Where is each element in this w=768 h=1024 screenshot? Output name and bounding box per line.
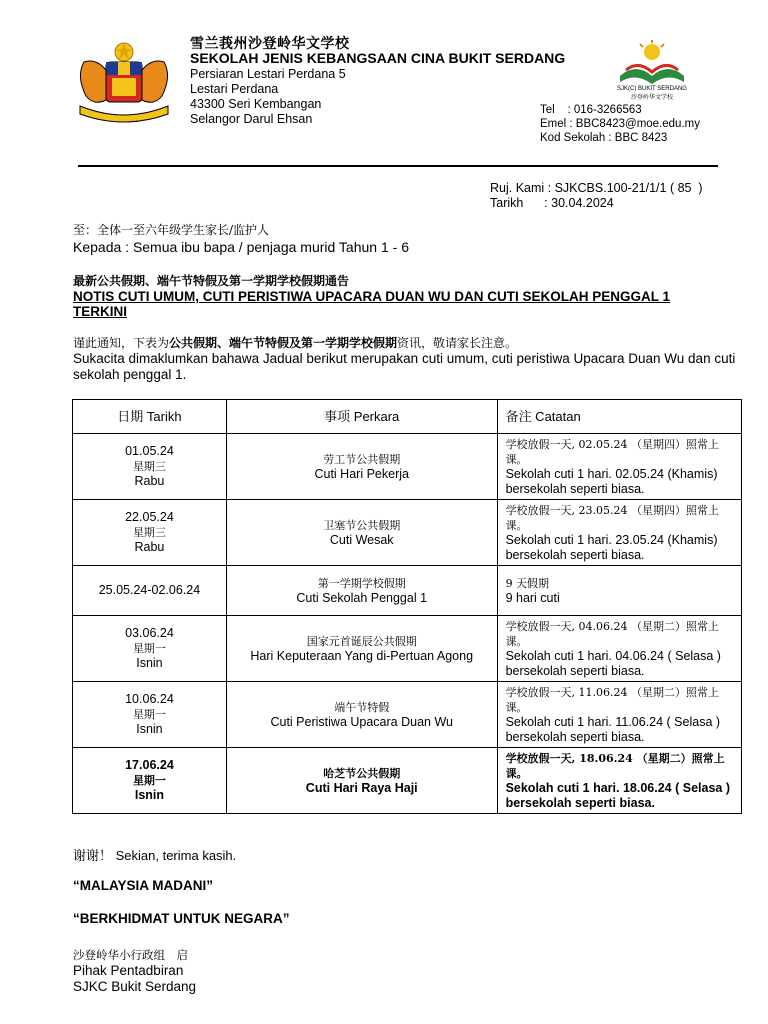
school-code: Kod Sekolah : BBC 8423: [540, 132, 668, 144]
note-cn: 学校放假一天, 23.05.24 （星期四）照常上课。: [505, 503, 720, 532]
letter-date: Tarikh : 30.04.2024: [490, 196, 614, 210]
event-cell: [226, 500, 497, 566]
header-date: 日期 Tarikh: [73, 400, 227, 434]
table-header-row: [73, 400, 742, 434]
school-logo: [612, 40, 692, 102]
reference-block: [490, 181, 703, 211]
day-cn: 星期一: [132, 642, 166, 655]
event: Cuti Wesak: [329, 532, 394, 547]
date: 03.06.24: [125, 626, 174, 640]
signature-line-2: SJKC Bukit Serdang: [73, 979, 197, 994]
header-event: 事项 Perkara: [226, 400, 497, 434]
notes-cell: [497, 500, 741, 566]
event-cell: [226, 434, 497, 500]
event-cell: [226, 566, 497, 616]
logo-text-chinese: 沙登岭华文学校: [630, 94, 674, 101]
intro-cn-pre: 谨此通知，下表为: [73, 336, 170, 350]
school-name: SEKOLAH JENIS KEBANGSAAN CINA BUKIT SERDANG: [190, 50, 566, 66]
event-cell: [226, 748, 497, 814]
notes-cell: [497, 682, 741, 748]
table-row: [73, 682, 742, 748]
note: Sekolah cuti 1 hari. 11.06.24 ( Selasa ) bersekolah seperti biasa.: [505, 714, 721, 744]
note-cn: 学校放假一天, 11.06.24 （星期二）照常上课。: [505, 685, 720, 714]
logo-text: SJK(C) BUKIT SERDANG: [617, 86, 687, 92]
date-cell: [73, 434, 227, 500]
date: 22.05.24: [125, 510, 174, 524]
note-cn: 学校放假一天, 02.05.24 （星期四）照常上课。: [505, 437, 720, 466]
event: Cuti Sekolah Penggal 1: [296, 590, 428, 605]
event: Cuti Hari Raya Haji: [305, 780, 418, 795]
reference-number: Ruj. Kami : SJKCBS.100-21/1/1 ( 85 ): [490, 181, 703, 195]
event-cn: 第一学期学校假期: [317, 576, 406, 590]
intro-cn-bold: 公共假期、端午节特假及第一学期学校假期: [169, 336, 398, 350]
event-cn: 端午节特假: [334, 700, 390, 714]
slogan-malaysia-madani: “MALAYSIA MADANI”: [73, 878, 214, 893]
recipient-chinese: 至：全体一至六年级学生家长/监护人: [73, 223, 270, 237]
table-row: [73, 566, 742, 616]
header-notes: 备注 Catatan: [497, 400, 741, 434]
date: 25.05.24-02.06.24: [98, 583, 201, 597]
note: Sekolah cuti 1 hari. 02.05.24 (Khamis) bersekolah seperti biasa.: [505, 466, 718, 496]
day-cn: 星期三: [132, 460, 166, 473]
recipient: Kepada : Semua ibu bapa / penjaga murid Tahun 1 - 6: [73, 239, 409, 255]
email: Emel : BBC8423@moe.edu.my: [540, 118, 700, 130]
date-cell: [73, 616, 227, 682]
day: Rabu: [134, 474, 165, 488]
date-cell: [73, 500, 227, 566]
closing-thanks: 谢谢！ Sekian, terima kasih.: [73, 848, 237, 863]
notes-cell: [497, 748, 741, 814]
notes-cell: [497, 616, 741, 682]
note: Sekolah cuti 1 hari. 18.06.24 ( Selasa ) bersekolah seperti biasa.: [505, 780, 730, 810]
event-cn: 卫塞节公共假期: [323, 518, 401, 532]
date: 01.05.24: [125, 444, 174, 458]
intro-chinese: [73, 334, 517, 351]
event: Hari Keputeraan Yang di-Pertuan Agong: [250, 648, 474, 663]
signature-line-1: Pihak Pentadbiran: [73, 963, 184, 978]
day: Isnin: [136, 656, 163, 670]
header-divider: [78, 165, 718, 167]
signature-chinese: 沙登岭华小行政组 启: [73, 948, 188, 962]
event-cn: 劳工节公共假期: [323, 452, 401, 466]
date: 17.06.24: [125, 758, 174, 772]
table-row: [73, 500, 742, 566]
table-row: [73, 616, 742, 682]
event-cn: 哈芝节公共假期: [323, 766, 401, 780]
event: Cuti Hari Pekerja: [314, 466, 409, 481]
day: Isnin: [134, 788, 165, 802]
address-line-4: Selangor Darul Ehsan: [190, 112, 313, 126]
day: Rabu: [134, 540, 165, 554]
table-row: [73, 434, 742, 500]
day-cn: 星期一: [132, 708, 166, 721]
day-cn: 星期一: [132, 774, 166, 787]
school-name-chinese: 雪兰莪州沙登岭华文学校: [190, 36, 350, 52]
date: 10.06.24: [125, 692, 174, 706]
notice-title-chinese: 最新公共假期、端午节特假及第一学期学校假期通告: [73, 274, 350, 288]
school-address: [190, 67, 346, 127]
table-row: [73, 748, 742, 814]
note-cn: 学校放假一天, 18.06.24 （星期二）照常上课。: [505, 751, 725, 780]
contact-info: [540, 103, 700, 145]
address-line-1: Persiaran Lestari Perdana 5: [190, 67, 346, 81]
day: Isnin: [136, 722, 163, 736]
intro-cn-post: 资讯，敬请家长注意。: [397, 336, 518, 350]
event-cn: 国家元首诞辰公共假期: [306, 634, 417, 648]
note-cn: 学校放假一天, 04.06.24 （星期二）照常上课。: [505, 619, 720, 648]
address-line-3: 43300 Seri Kembangan: [190, 97, 322, 111]
holiday-schedule-table: [72, 399, 742, 814]
tel: Tel : 016-3266563: [540, 104, 642, 116]
note: Sekolah cuti 1 hari. 04.06.24 ( Selasa ) bersekolah seperti biasa.: [505, 648, 721, 678]
notes-cell: [497, 434, 741, 500]
note-cn: 9 天假期: [505, 576, 550, 590]
day-cn: 星期三: [132, 526, 166, 539]
notes-cell: [497, 566, 741, 616]
date-cell: [73, 566, 227, 616]
event-cell: [226, 616, 497, 682]
state-crest-logo: [70, 40, 178, 125]
intro-text: Sukacita dimaklumkan bahawa Jadual berikut merupakan cuti umum, cuti peristiwa Upacara Duan Wu dan cuti sekolah penggal 1.: [73, 351, 736, 382]
note: 9 hari cuti: [505, 590, 560, 605]
event: Cuti Peristiwa Upacara Duan Wu: [270, 714, 453, 729]
address-line-2: Lestari Perdana: [190, 82, 279, 96]
date-cell: [73, 748, 227, 814]
slogan-berkhidmat: “BERKHIDMAT UNTUK NEGARA”: [73, 911, 290, 926]
notice-title: NOTIS CUTI UMUM, CUTI PERISTIWA UPACARA DUAN WU DAN CUTI SEKOLAH PENGGAL 1 TERKINI: [73, 289, 670, 319]
note: Sekolah cuti 1 hari. 23.05.24 (Khamis) bersekolah seperti biasa.: [505, 532, 718, 562]
date-cell: [73, 682, 227, 748]
event-cell: [226, 682, 497, 748]
